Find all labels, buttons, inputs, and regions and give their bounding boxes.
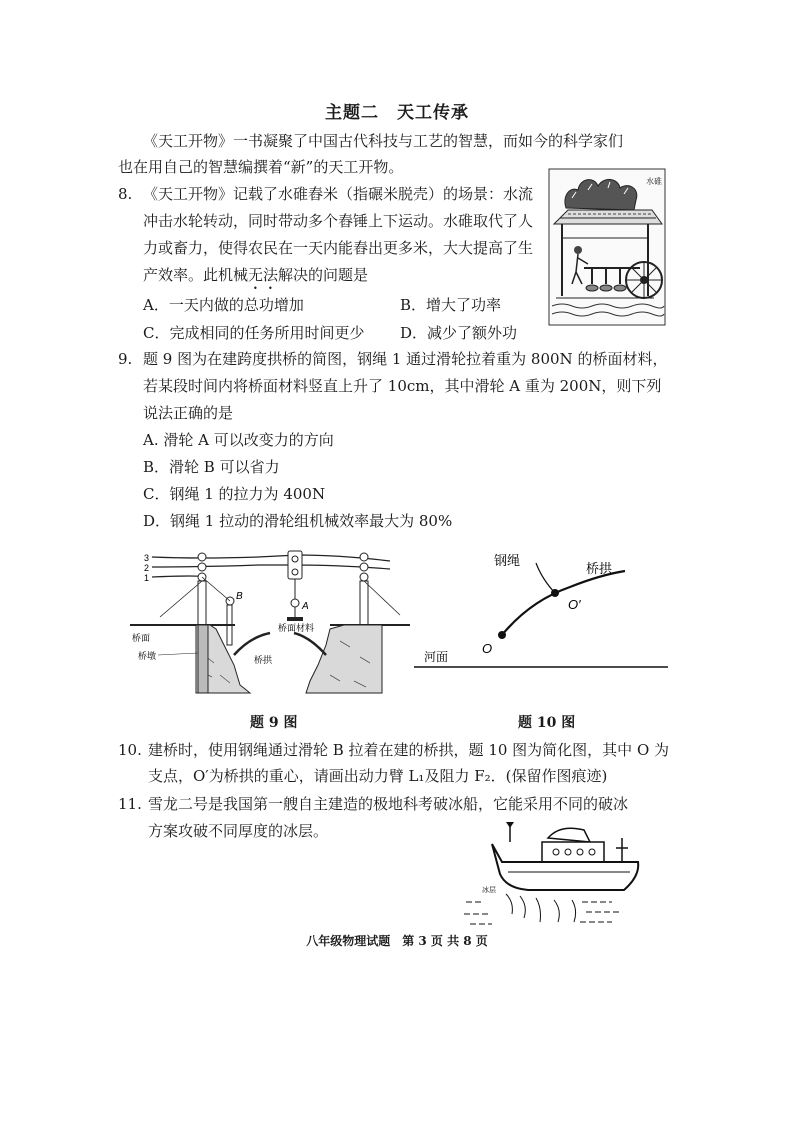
icebreaker-illustration bbox=[462, 818, 642, 930]
label-pier: 桥墩 bbox=[138, 651, 157, 661]
q9-option-a[interactable]: A. 滑轮 A 可以改变力的方向 bbox=[143, 431, 334, 449]
q8-line-4-post: 解决的问题是 bbox=[278, 266, 369, 284]
q10-line-1: 建桥时，使用钢绳通过滑轮 B 拉着在建的桥拱，题 10 图为简化图，其中 O 为 bbox=[148, 741, 670, 759]
intro-line-1: 《天工开物》一书凝聚了中国古代科技与工艺的智慧，而如今的科学家们 bbox=[143, 132, 624, 150]
q11-line-2: 方案攻破不同厚度的冰层。 bbox=[148, 822, 329, 840]
label-river-surface: 河面 bbox=[424, 650, 449, 664]
label-deck: 桥面 bbox=[132, 633, 151, 643]
q9-line-2: 若某段时间内将桥面材料竖直上升了 10cm，其中滑轮 A 重为 200N，则下列 bbox=[143, 377, 662, 395]
figure-10-caption: 题 10 图 bbox=[518, 715, 576, 731]
q8-option-a[interactable]: A．一天内做的总功增加 bbox=[143, 296, 304, 314]
q8-line-1: 《天工开物》记载了水碓舂米（指碾米脱壳）的场景：水流 bbox=[143, 185, 534, 203]
q10-line-2: 支点，O′为桥拱的重心，请画出动力臂 L₁及阻力 F₂．(保留作图痕迹) bbox=[148, 767, 608, 785]
ice-layer-label: 冰层 bbox=[482, 887, 496, 894]
q9-number: 9. bbox=[118, 350, 133, 368]
q9-line-3: 说法正确的是 bbox=[143, 404, 234, 422]
q10-number: 10. bbox=[118, 741, 142, 759]
figure-9-bridge-diagram bbox=[130, 545, 410, 705]
cable-label-2: 2 bbox=[144, 563, 150, 573]
intro-line-2: 也在用自己的智慧编撰着“新”的天工开物。 bbox=[118, 158, 404, 176]
label-arch-fig10: 桥拱 bbox=[586, 561, 613, 576]
figure-9-caption: 题 9 图 bbox=[250, 715, 298, 731]
figure-10-arch-diagram bbox=[410, 545, 680, 675]
pulley-label-b: B bbox=[236, 591, 243, 602]
q9-option-b[interactable]: B．滑轮 B 可以省力 bbox=[143, 458, 280, 476]
q11-number: 11. bbox=[118, 795, 142, 813]
q8-line-4-pre: 产效率。此机械 bbox=[143, 266, 249, 284]
label-center-o-prime: O′ bbox=[568, 597, 581, 612]
water-mill-label: 水碓 bbox=[646, 177, 662, 186]
q9-line-1: 题 9 图为在建跨度拱桥的简图，钢绳 1 通过滑轮拉着重为 800N 的桥面材料， bbox=[143, 350, 668, 368]
pulley-label-a: A bbox=[302, 601, 309, 612]
q8-line-2: 冲击水轮转动，同时带动多个舂锤上下运动。水碓取代了人 bbox=[143, 212, 534, 230]
water-mill-illustration bbox=[548, 168, 666, 326]
label-pivot-o: O bbox=[482, 641, 493, 656]
q8-option-d[interactable]: D．减少了额外功 bbox=[400, 324, 518, 342]
q8-option-b[interactable]: B．增大了功率 bbox=[400, 296, 502, 314]
section-title: 主题二 天工传承 bbox=[325, 103, 469, 123]
q8-line-4 bbox=[143, 262, 368, 293]
label-bridge-material: 桥面材料 bbox=[278, 623, 315, 633]
label-arch-fig9: 桥拱 bbox=[254, 655, 273, 665]
label-steel-rope: 钢绳 bbox=[494, 553, 521, 568]
page-footer: 八年级物理试题 第 3 页 共 8 页 bbox=[306, 934, 488, 948]
q8-line-3: 力或畜力，使得农民在一天内能舂出更多米，大大提高了生 bbox=[143, 239, 534, 257]
q8-emphasis: 无法 bbox=[248, 266, 279, 284]
q9-option-d[interactable]: D．钢绳 1 拉动的滑轮组机械效率最大为 80% bbox=[143, 512, 453, 530]
cable-label-1: 1 bbox=[144, 573, 150, 583]
q8-number: 8. bbox=[118, 185, 133, 203]
q8-option-c[interactable]: C．完成相同的任务所用时间更少 bbox=[143, 324, 365, 342]
q9-option-c[interactable]: C．钢绳 1 的拉力为 400N bbox=[143, 485, 326, 503]
q11-line-1: 雪龙二号是我国第一艘自主建造的极地科考破冰船，它能采用不同的破冰 bbox=[148, 795, 629, 813]
cable-label-3: 3 bbox=[144, 553, 150, 563]
